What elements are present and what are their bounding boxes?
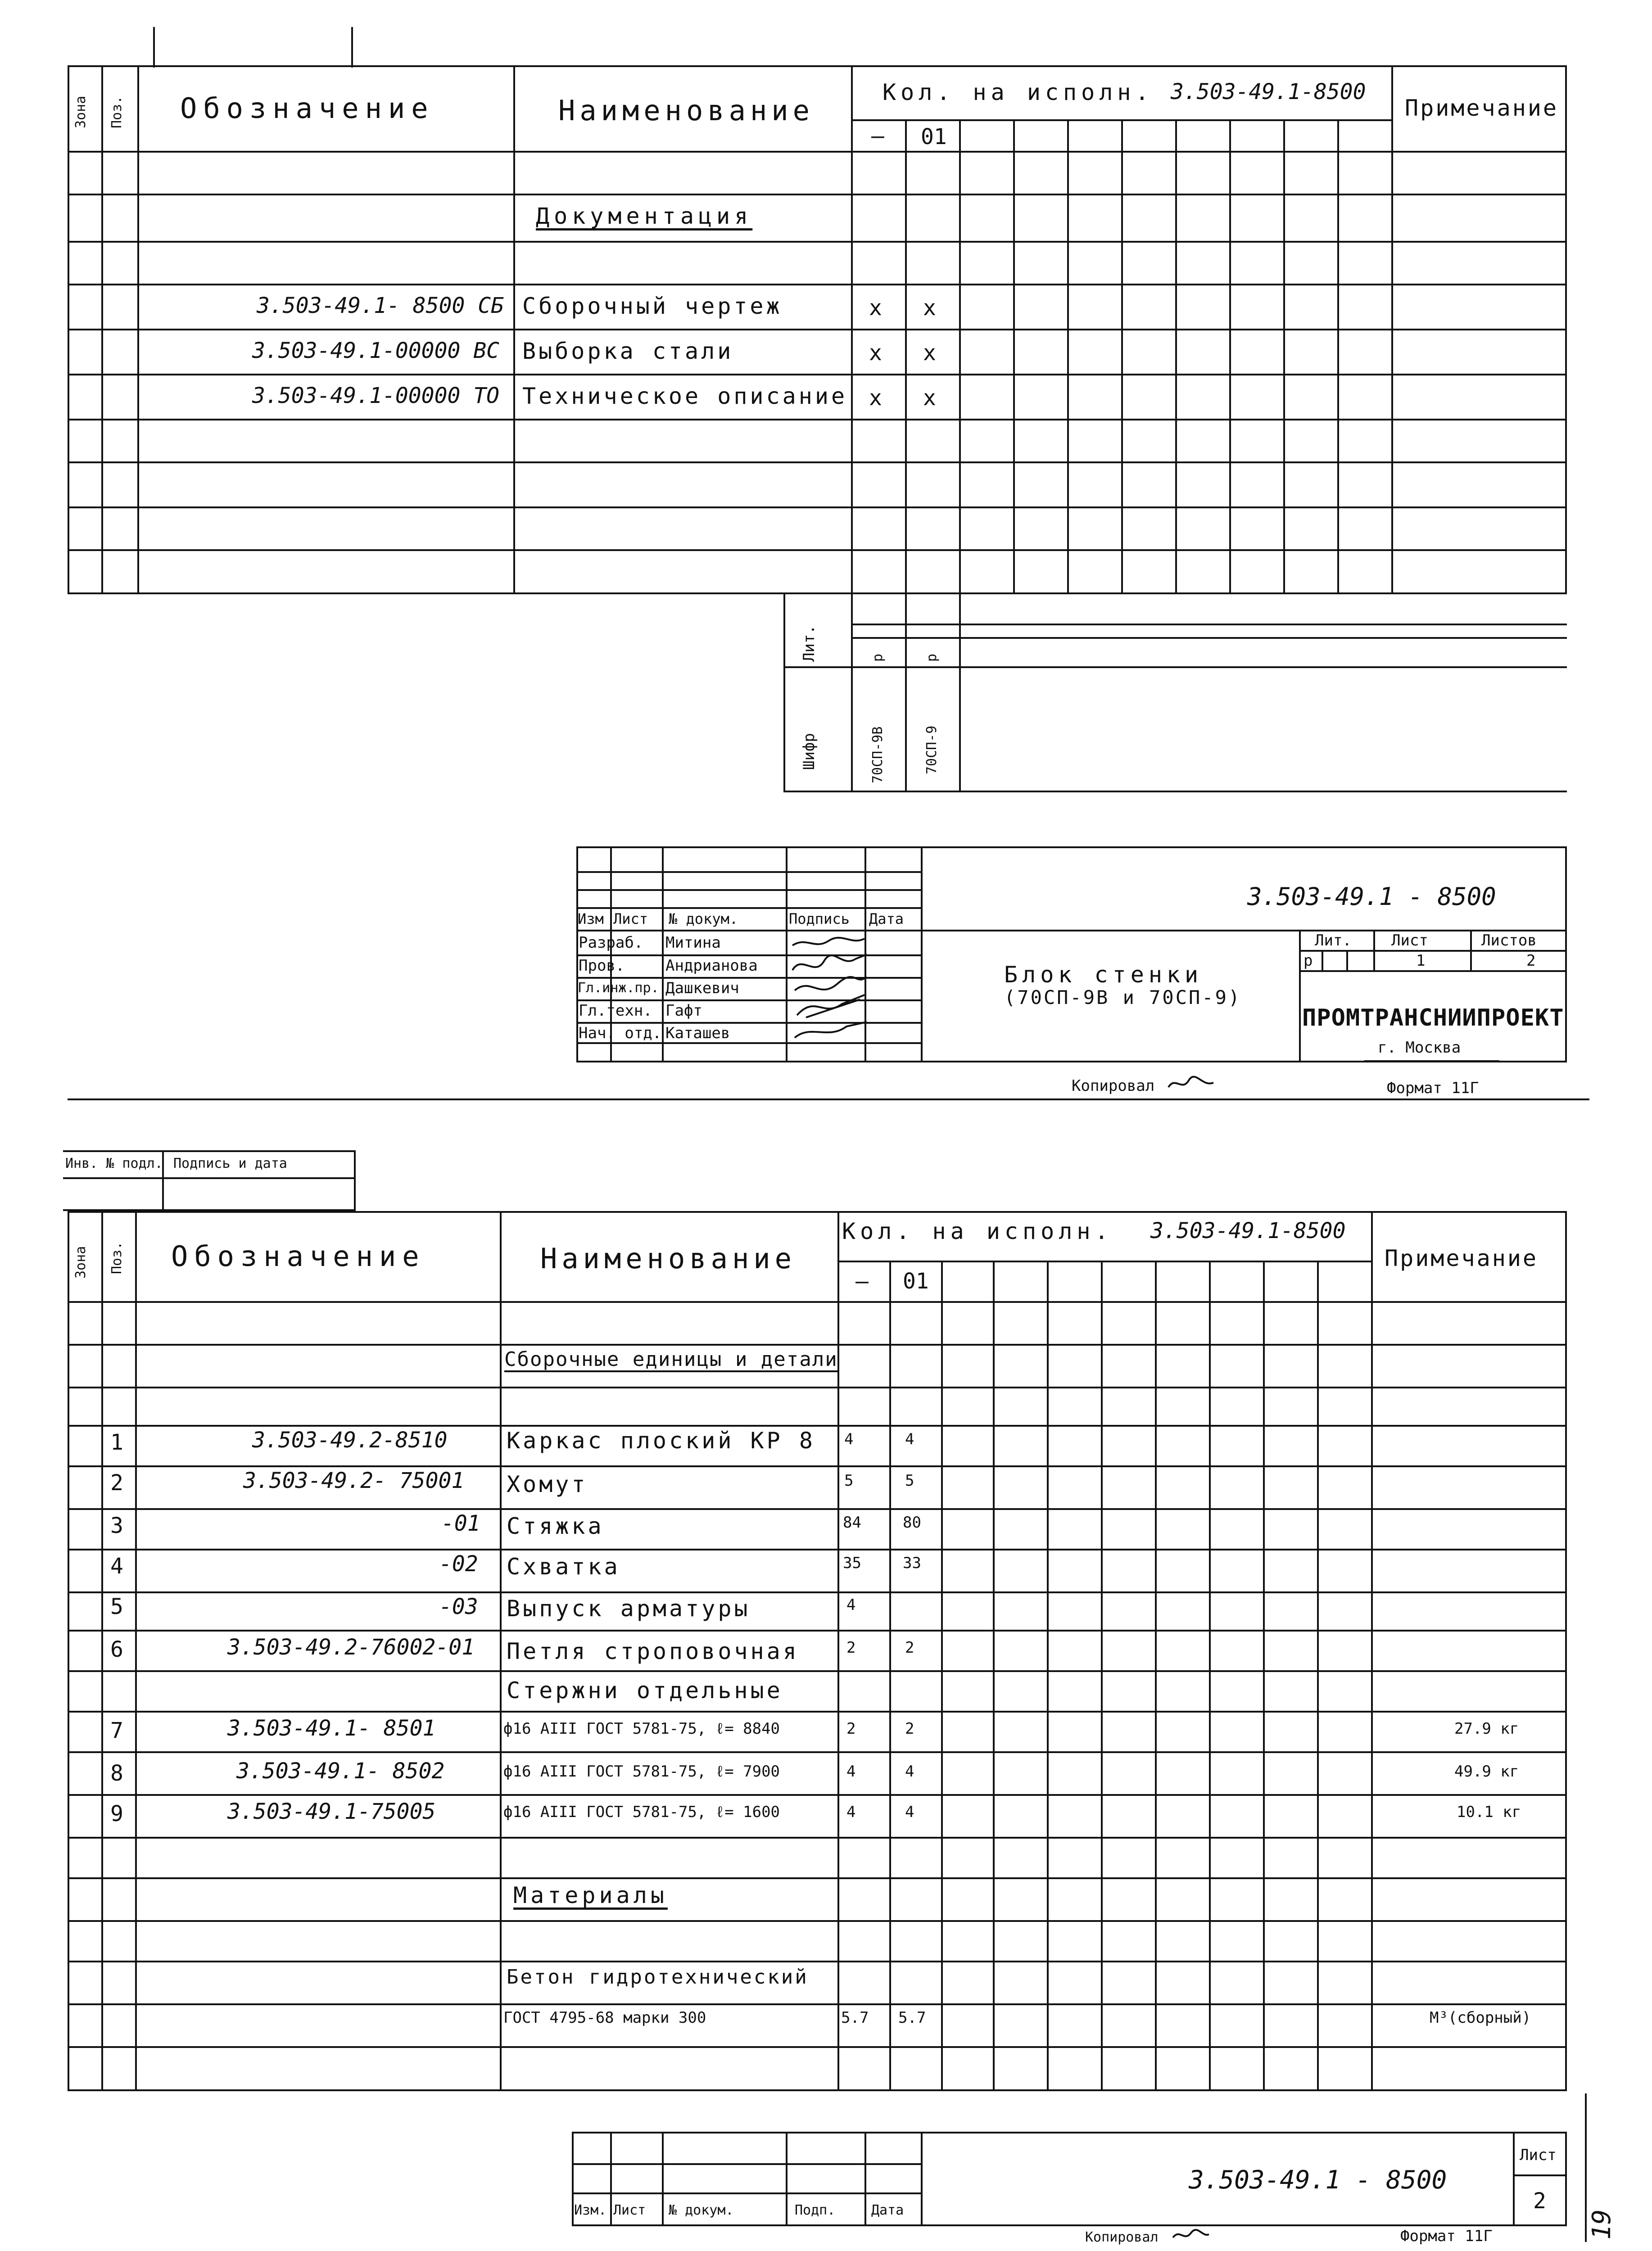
list-label-2: Лист (1520, 2146, 1557, 2164)
col-sign: Подп. (795, 2202, 836, 2218)
doc-row-mark: x (923, 385, 936, 411)
title-code: 3.503-49.1 - 8500 (1247, 882, 1496, 911)
product-variants: (70СП-9В и 70СП-9) (1004, 986, 1242, 1008)
header-col-dash: – (871, 123, 884, 149)
person-name: Андрианова (665, 957, 758, 975)
list-value-2: 2 (1533, 2188, 1546, 2214)
shifr-label: Шифр (800, 733, 818, 770)
row-qty-01: 4 (905, 1763, 914, 1781)
person-role: Гл.техн. (579, 1002, 652, 1020)
format-label-2: Формат 11Г (1400, 2227, 1493, 2245)
col-list: Лист (613, 2202, 646, 2218)
col-list: Лист (613, 910, 648, 927)
row-name: ф16 АIII ГОСТ 5781-75, ℓ= 1600 (503, 1803, 780, 1821)
row-note: 49.9 кг (1454, 1763, 1519, 1781)
row-poz: 9 (110, 1801, 123, 1826)
row-qty-dash: 4 (844, 1430, 854, 1448)
material-qty-dash: 5.7 (841, 2009, 869, 2027)
material-name: Бетон гидротехнический (507, 1966, 809, 1989)
lit-label-tb: Лит. (1315, 931, 1352, 949)
row-designation: 3.503-49.2- 75001 (243, 1468, 465, 1493)
header-doc-code: 3.503-49.1-8500 (1171, 79, 1366, 104)
person-name: Дашкевич (665, 979, 739, 997)
row-name: Хомут (507, 1471, 588, 1497)
shifr-value: 70СП-9 (924, 725, 940, 774)
doc-row-mark: x (869, 385, 882, 411)
row-poz: 5 (110, 1594, 123, 1619)
lit-label: Лит. (800, 625, 818, 662)
row-designation: 3.503-49.2-76002-01 (227, 1635, 475, 1660)
header-name: Наименование (558, 94, 814, 127)
stamp-inv-label: Инв. № подл. (65, 1156, 163, 1171)
row-poz: 8 (110, 1761, 123, 1786)
section-documentation: Документация (536, 203, 753, 229)
row-qty-dash: 84 (843, 1514, 861, 1532)
row-name: Схватка (507, 1554, 620, 1580)
row-qty-01: 4 (905, 1430, 914, 1448)
col-doc: № докум. (669, 910, 738, 927)
person-name: Каташев (665, 1024, 730, 1042)
row-designation: 3.503-49.1- 8501 (227, 1716, 436, 1741)
row-poz: 1 (110, 1430, 123, 1455)
row-note: 10.1 кг (1457, 1803, 1521, 1821)
row-designation: 3.503-49.1-75005 (227, 1799, 436, 1824)
shifr-value: 70СП-9В (870, 726, 886, 783)
person-name: Митина (665, 934, 721, 952)
listov-value: 2 (1526, 952, 1536, 970)
doc-row-designation: 3.503-49.1-00000 ТО (252, 383, 500, 408)
header-note: Примечание (1385, 1245, 1539, 1271)
col-doc: № докум. (669, 2202, 734, 2218)
row-name: Выпуск арматуры (507, 1596, 751, 1622)
listov-label: Листов (1481, 931, 1537, 949)
header-designation: Обозначение (171, 1240, 425, 1273)
doc-row-name: Техническое описание (522, 383, 848, 409)
signatures-image (788, 927, 874, 1044)
row-qty-01: 4 (905, 1803, 914, 1821)
section-assemblies: Сборочные единицы и детали (504, 1348, 838, 1371)
row-designation: -03 (439, 1594, 478, 1619)
person-role: Разраб. (579, 934, 643, 952)
stamp-sign-label: Подпись и дата (173, 1156, 287, 1171)
format-label: Формат 11Г (1387, 1079, 1479, 1097)
doc-row-mark: x (869, 295, 882, 321)
row-name: ф16 АIII ГОСТ 5781-75, ℓ= 7900 (503, 1763, 780, 1781)
doc-row-designation: 3.503-49.1- 8500 СБ (257, 293, 504, 318)
row-name: Стяжка (507, 1513, 604, 1539)
doc-row-mark: x (923, 295, 936, 321)
row-designation: -01 (441, 1511, 480, 1536)
copier-signature (1166, 1074, 1216, 1096)
row-name: ф16 АIII ГОСТ 5781-75, ℓ= 8840 (503, 1720, 780, 1738)
list-label: Лист (1391, 931, 1428, 949)
col-sign: Подпись (789, 910, 850, 927)
title-code-2: 3.503-49.1 - 8500 (1189, 2165, 1447, 2195)
row-qty-01: 2 (905, 1639, 914, 1657)
row-poz: 6 (110, 1637, 123, 1662)
margin-page-number: 19 (1587, 2209, 1616, 2240)
header-qty: Кол. на исполн. (842, 1218, 1113, 1244)
header-name: Наименование (540, 1242, 796, 1275)
copied-label: Копировал (1072, 1077, 1155, 1095)
header-col-01: 01 (921, 124, 947, 149)
section-materials: Материалы (513, 1882, 668, 1908)
row-qty-01: 80 (903, 1514, 921, 1532)
person-role: Нач. отд. (579, 1024, 662, 1042)
person-name: Гафт (665, 1002, 702, 1020)
sheet-divider (68, 1098, 1589, 1100)
row-qty-dash: 5 (844, 1472, 854, 1490)
row-poz: 7 (110, 1718, 123, 1743)
row-qty-dash: 4 (846, 1763, 856, 1781)
header-doc-code: 3.503-49.1-8500 (1150, 1218, 1346, 1243)
copier-signature-2 (1171, 2226, 1211, 2244)
row-designation: -02 (439, 1551, 478, 1577)
doc-row-name: Выборка стали (522, 338, 734, 364)
col-date: Дата (869, 910, 904, 927)
row-name: Каркас плоский КР 8 (507, 1428, 815, 1454)
row-poz: 2 (110, 1470, 123, 1496)
header-poz: Поз. (109, 1241, 125, 1274)
person-role: Гл.инж.пр. (578, 980, 659, 996)
header-col-dash: – (855, 1269, 869, 1294)
header-qty: Кол. на исполн. (883, 79, 1154, 105)
row-note: 27.9 кг (1454, 1720, 1519, 1738)
doc-row-mark: x (923, 340, 936, 366)
material-standard: ГОСТ 4795-68 марки 300 (503, 2009, 706, 2027)
doc-row-mark: x (869, 340, 882, 366)
row-qty-dash: 2 (846, 1639, 856, 1657)
lit-value-tb: р (1303, 952, 1313, 970)
tick-mark (351, 27, 353, 68)
city: г. Москва (1378, 1039, 1461, 1057)
col-izm: Изм (578, 910, 604, 927)
header-col-01: 01 (903, 1269, 929, 1294)
header-zona: Зона (73, 95, 89, 128)
row-designation: 3.503-49.2-8510 (252, 1428, 448, 1453)
row-poz: 4 (110, 1554, 123, 1579)
header-poz: Поз. (109, 95, 125, 128)
material-note: М³(сборный) (1430, 2009, 1531, 2027)
list-value: 1 (1416, 952, 1426, 970)
header-designation: Обозначение (180, 92, 434, 125)
person-role: Пров. (579, 957, 625, 975)
doc-row-name: Сборочный чертеж (522, 293, 783, 319)
header-note: Примечание (1405, 95, 1559, 121)
row-name: Петля строповочная (507, 1638, 799, 1664)
tick-mark (153, 27, 155, 68)
doc-row-designation: 3.503-49.1-00000 ВС (252, 338, 500, 363)
row-qty-dash: 2 (846, 1720, 856, 1738)
row-poz: 3 (110, 1513, 123, 1538)
copied-label-2: Копировал (1085, 2229, 1159, 2245)
row-designation: 3.503-49.1- 8502 (236, 1758, 445, 1784)
col-date: Дата (871, 2202, 904, 2218)
header-zona: Зона (73, 1246, 89, 1279)
row-qty-01: 2 (905, 1720, 914, 1738)
product-name: Блок стенки (1004, 962, 1203, 988)
col-izm: Изм. (574, 2202, 607, 2218)
row-qty-dash: 4 (846, 1803, 856, 1821)
row-qty-dash: 35 (843, 1554, 861, 1572)
row-name: Стержни отдельные (507, 1677, 783, 1704)
lit-value: р (870, 653, 886, 662)
lit-value: р (924, 653, 940, 662)
row-qty-01: 5 (905, 1472, 914, 1490)
row-qty-dash: 4 (846, 1596, 856, 1614)
material-qty-01: 5.7 (898, 2009, 926, 2027)
row-qty-01: 33 (903, 1554, 921, 1572)
organization: ПРОМТРАНСНИИПРОЕКТ (1302, 1004, 1564, 1031)
